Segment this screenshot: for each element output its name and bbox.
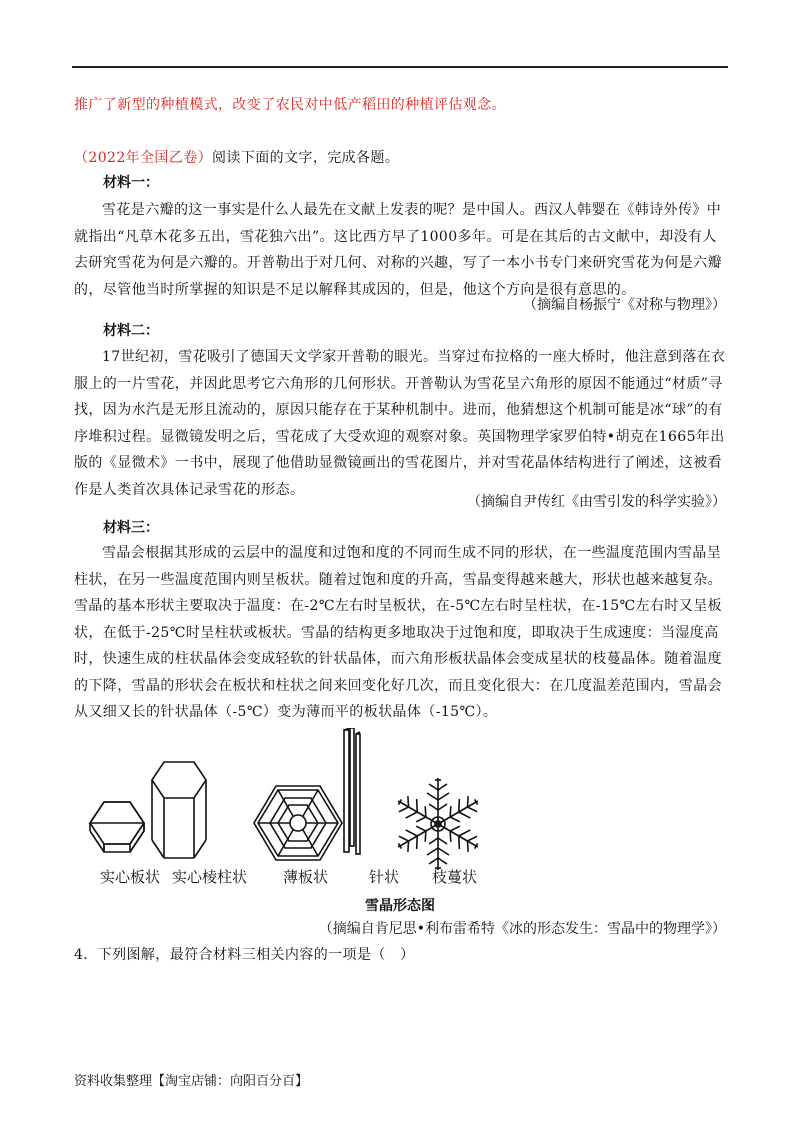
material3-source: （摘编自肯尼思•利布雷希特《冰的形态发生：雪晶中的物理学》）: [318, 921, 726, 937]
figure-label-solid-plate: 实心板状: [100, 868, 161, 886]
exam-instruction: 阅读下面的文字，完成各题。: [212, 150, 400, 166]
figure-label-dendrite: 枝蔓状: [432, 868, 478, 886]
solid-plate-crystal: [90, 802, 144, 852]
material1-source: （摘编自杨振宁《对称与物理》）: [523, 297, 726, 313]
intro-text: 推广了新型的种植模式，改变了农民对中低产稻田的种植评估观念。: [74, 97, 506, 113]
material3-body: 雪晶会根据其形成的云层中的温度和过饱和度的不同而生成不同的形状，在一些温度范围内雪晶呈柱状，在另一些温度范围内则呈板状。随着过饱和度的升高，雪晶变得越来越大，形状也越来越复杂。雪晶的基本形状主要取决于温度：在-2℃左右时呈板状，在-5℃左右时呈柱状，在-15℃左右时又呈板状，在低于-25℃时呈柱状或板状。雪晶的结构更多地取决于过饱和度，即取决于生成速度：当湿度高时，快速生成的柱状晶体会变成轻软的针状晶体，而六角形板状晶体会变成星状的枝蔓晶体。随着温度的下降，雪晶的形状会在板状和柱状之间来回变化好几次，而且变化很大：在几度温差范围内，雪晶会从又细又长的针状晶体（-5℃）变为薄而平的板状晶体（-15℃）。: [74, 545, 723, 720]
header-rule: [72, 66, 728, 68]
material1-heading: 材料一：: [103, 175, 159, 191]
figure-caption: 雪晶形态图: [365, 898, 435, 914]
material1-body: 雪花是六瓣的这一事实是什么人最先在文献上发表的呢？是中国人。西汉人韩婴在《韩诗外传》中就指出“凡草木花多五出，雪花独六出”。这比西方早了1000多年。可是在其后的古文献中，却没有人去研究雪花为何是六瓣的。开普勒出于对几何、对称的兴趣，写了一本小书专门来研究雪花为何是六瓣的，尽管他当时所掌握的知识是不足以解释其成因的，但是，他这个方向是很有意思的。: [74, 202, 722, 298]
material2-source: （摘编自尹传红《由雪引发的科学实验》）: [467, 494, 726, 510]
figure-label-needle: 针状: [369, 868, 400, 886]
thin-plate-crystal: [254, 786, 342, 860]
material2-heading: 材料二：: [103, 323, 159, 339]
exam-source-tag: （2022年全国乙卷）: [74, 150, 213, 166]
material2-body: 17世纪初，雪花吸引了德国天文学家开普勒的眼光。当穿过布拉格的一座大桥时，他注意到落在衣服上的一片雪花，并因此思考它六角形的几何形状。开普勒认为雪花呈六角形的原因不能通过“材质”寻找，因为水汽是无形且流动的，原因只能存在于某种机制中。进而，他猜想这个机制可能是冰“球”的有序堆积过程。显微镜发明之后，雪花成了大受欢迎的观察对象。英国物理学家罗伯特•胡克在1665年出版的《显微术》一书中，展现了他借助显微镜画出的雪花图片，并对雪花晶体结构进行了阐述，这被看作是人类首次具体记录雪花的形态。: [74, 349, 726, 498]
dendrite-crystal: [393, 778, 484, 870]
solid-column-crystal: [152, 762, 206, 858]
figure-label-solid-column: 实心棱柱状: [172, 868, 248, 886]
snow-crystal-figure: [74, 728, 726, 888]
footer-text: 资料收集整理【淘宝店铺：向阳百分百】: [74, 1074, 309, 1089]
exam-line: [74, 145, 726, 172]
figure-label-thin-plate: 薄板状: [283, 868, 329, 886]
needle-crystal: [344, 728, 360, 854]
question-4: 4．下列图解，最符合材料三相关内容的一项是（ ）: [74, 947, 415, 963]
material3-heading: 材料三：: [103, 520, 159, 536]
